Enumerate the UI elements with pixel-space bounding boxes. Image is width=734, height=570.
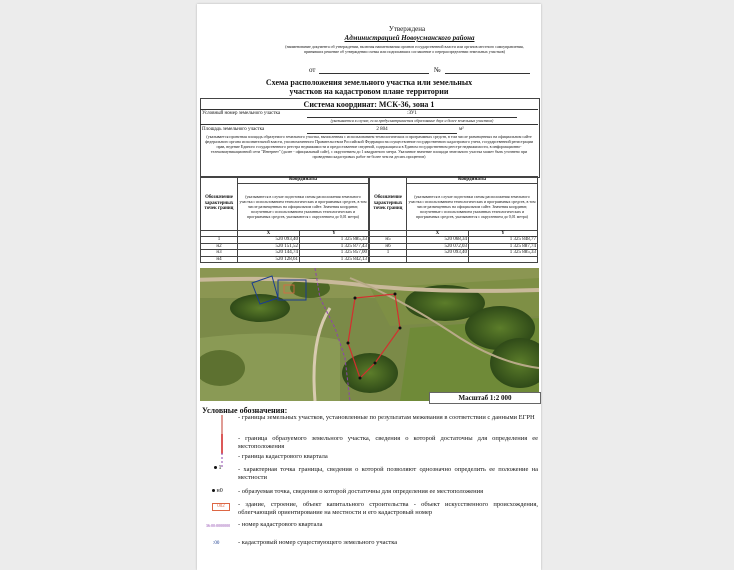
table-row: н4 520 128,61 1 325 842,13 [201, 256, 369, 263]
title-line2: участков на кадастровом плане территории [289, 87, 449, 96]
cadastral-label: Условный номер земельного участка [202, 111, 281, 116]
coords-table-left [200, 176, 369, 263]
x-label-right: X [407, 230, 469, 237]
coords-note-right: (указываются в случае подготовки схемы расположения земельного участка с использованием технологических и программных средств, в том числе размещенных на официальном сайте. Значения координат, полученные с использованием указанных технологических и программных средств, указываются с округлением до 0,01 метра) [407, 183, 538, 230]
cadastral-value: :ЗУ1 [407, 111, 417, 116]
approval-from-label: от [309, 66, 316, 74]
new-point-symbol [212, 488, 223, 495]
point-header: Обозначение характерных точек границ [201, 177, 238, 231]
coords-table-right [369, 176, 538, 263]
table-row: н5 520 068,34 1 325 848,77 [370, 237, 538, 244]
area-value: 2 804 [376, 127, 388, 132]
building-symbol: 002 [212, 503, 230, 511]
legend-item-1: - границы земельных участков, установленные по результатам межевания в соответствии с данными ЕГРН [238, 414, 535, 421]
coords-note: (указываются в случае подготовки схемы расположения земельного участка с использованием технологических и программных средств, в том числе размещенных на официальном сайте. Значения координат, полученные с использованием указанных технологических и программных средств, указываются с округлением до 0,01 метра) [238, 183, 369, 230]
coords-header: Координаты [238, 177, 369, 184]
new-point-label: н0 [216, 488, 223, 494]
quarter-number-symbol: 36:00:0000000 [205, 523, 231, 528]
existing-point-label: 1 [218, 465, 222, 471]
approval-heading: Утверждена [388, 25, 426, 33]
legend-item-3: - граница кадастрового квартала [238, 453, 328, 460]
table-row: 1 520 093,40 1 325 885,33 [201, 237, 369, 244]
parcel-number-symbol: :00 [213, 541, 220, 546]
document-page [197, 4, 541, 570]
approval-authority: Администрацией Новоусманского района [344, 34, 475, 42]
table-row: н2 520 151,52 1 325 877,43 [201, 243, 369, 250]
legend-item-7: - номер кадастрового квартала [238, 521, 323, 528]
map-imagery [200, 268, 539, 401]
legend-title: Условные обозначения: [202, 406, 288, 415]
approval-number-label: № [434, 66, 441, 74]
point-header-right: Обозначение характерных точек границ [370, 177, 407, 231]
y-label-right: Y [468, 230, 537, 237]
formed-boundary-symbol [217, 434, 227, 454]
table-row: н3 520 144,74 1 325 857,00 [201, 250, 369, 257]
legend-item-2: - граница образуемого земельного участка, сведения о которой достаточны для определения ее местоположения [238, 435, 538, 450]
approval-number-line [445, 73, 530, 74]
area-unit: м² [459, 127, 464, 132]
area-label: Площадь земельного участка [202, 127, 265, 132]
coords-header-right: Координаты [407, 177, 538, 184]
table-row: 1 520 093,40 1 325 885,33 [370, 250, 538, 257]
legend-item-8: - кадастровый номер существующего земельного участка [238, 539, 398, 546]
y-label: Y [299, 230, 368, 237]
cadastral-note: (указывается в случае, если предусматривается образование двух и более земельных участков) [330, 118, 494, 123]
map-scale: Масштаб 1:2 000 [429, 392, 541, 404]
satellite-map[interactable] [200, 268, 539, 401]
title-line1: Схема расположения земельного участка или земельных [265, 78, 473, 87]
area-note: (указывается проектная площадь образуемого земельного участка, вычисленная с использованием технологических и программных средств, в том числе размещенных на официальном сайте федерального органа исполнительной власти, уполномоченного Правительством Российской Федерации на осуществление государственного кадастрового учета, государственной регистрации прав, ведение Единого государственного реестра недвижимости и предоставление сведений, содержащихся в Едином государственном реестре недвижимости, в информационно-телекоммуникационной сети "Интернет" (далее - официальный сайт), с округлением до 1 квадратного метра. Указанное значение площади земельного участка может быть уточнено при проведении кадастровых работ не более чем на десять процентов) [204, 134, 534, 159]
table-row [370, 256, 538, 263]
legend-item-4: - характерная точка границы, сведения о которой позволяют однозначно определить ее положение на местности [238, 466, 538, 481]
table-row: н6 520 072,03 1 325 887,74 [370, 243, 538, 250]
existing-point-symbol [214, 465, 222, 472]
coord-system: Система координат: МСК-36, зона 1 [303, 100, 435, 109]
legend-item-5: - образуемая точка, сведения о которой достаточны для определения ее местоположения [238, 488, 484, 495]
approval-date-line [319, 73, 429, 74]
legend-item-6: - здание, строение, объект капитального строительства - объект искусственного происхождения, облегчающий ориентирование на местности и его кадастровый номер [238, 501, 538, 516]
x-label: X [238, 230, 300, 237]
approval-authority-note: (наименование документа об утверждении, включая наименования органов государственной власти или органов местного самоуправления, принявших решение об утверждении схемы или подписавших соглашение о перераспределении земельных участков) [285, 44, 524, 54]
